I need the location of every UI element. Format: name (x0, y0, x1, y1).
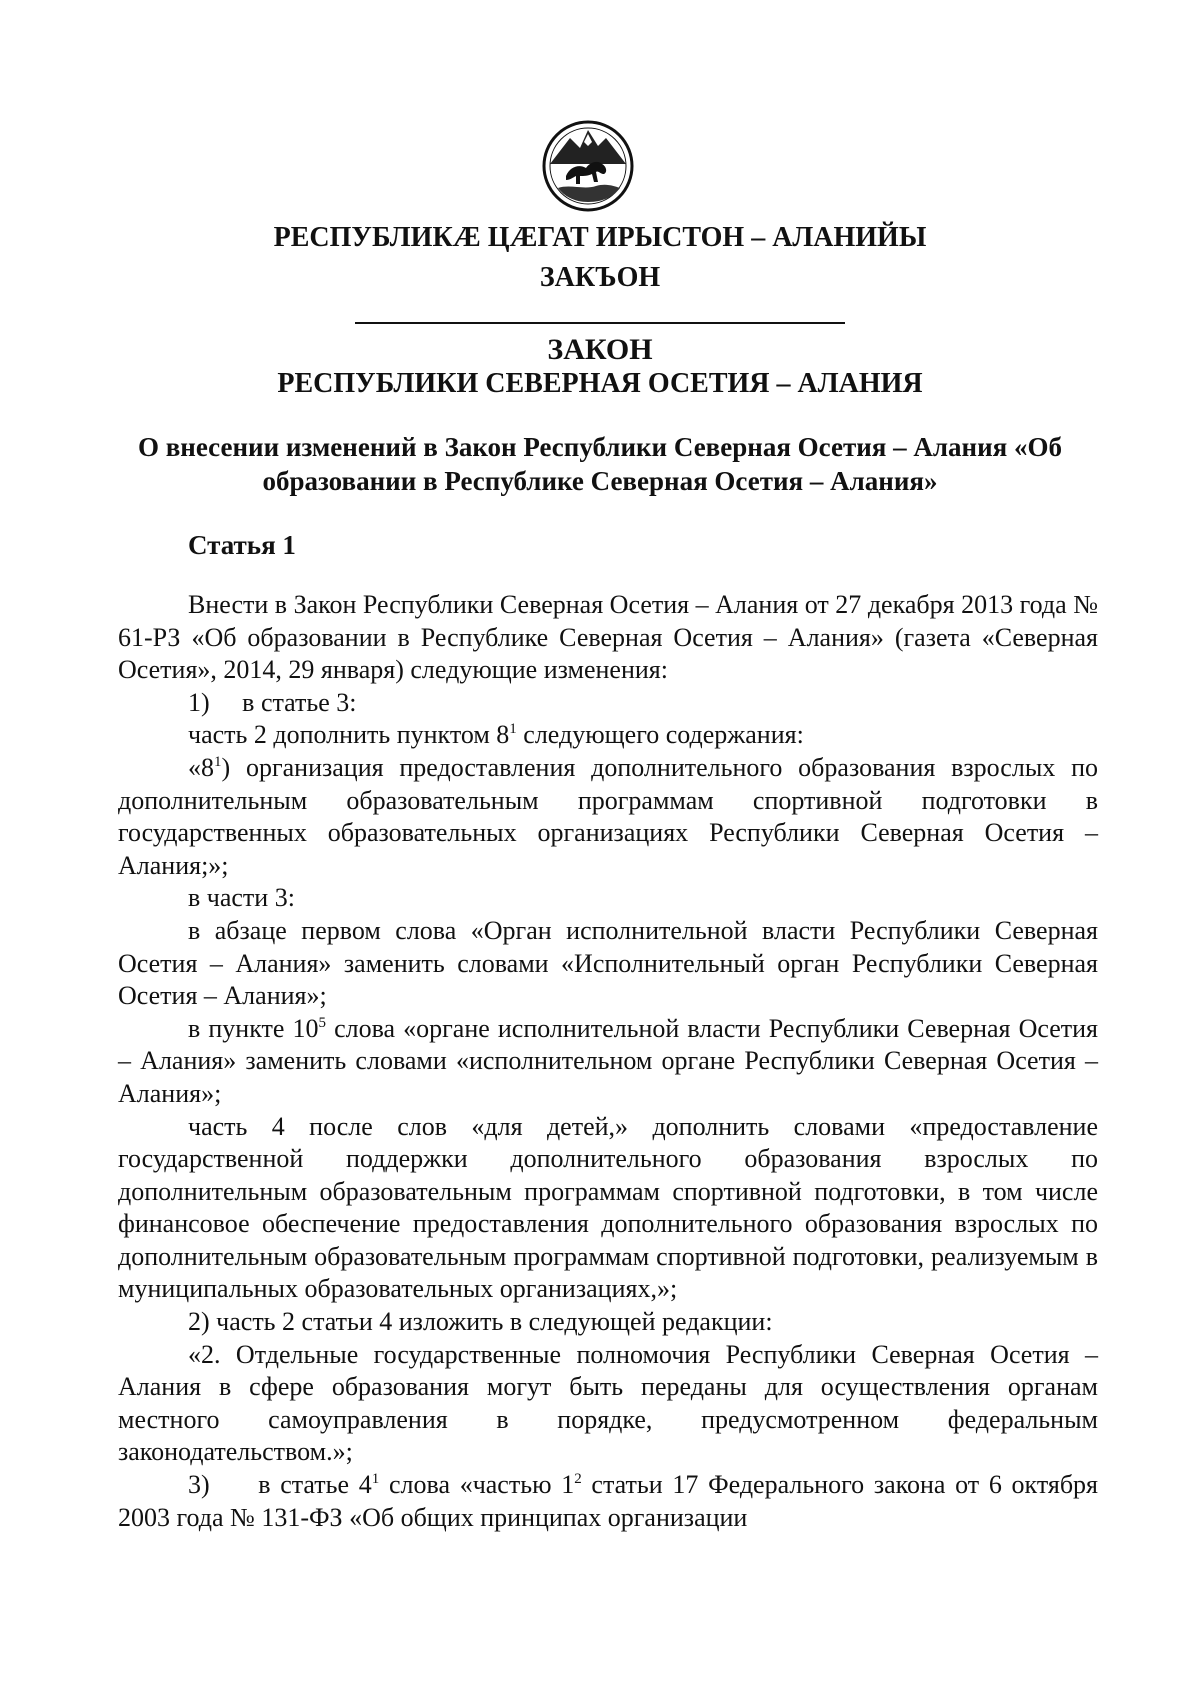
text-run: слова «органе исполнительной власти Республики Северная Осетия – Алания» заменить словами «исполнительном органе Республики Северная Осетия – Алания»; (118, 1013, 1099, 1108)
item-number: 1) (188, 687, 210, 717)
superscript: 1 (214, 753, 222, 770)
text-run: статьи 17 Федерального закона от 6 октября 2003 года № 131-ФЗ «Об общих принципах организации (118, 1470, 1099, 1532)
law-subject-line-1: О внесении изменений в Закон Республики Северная Осетия – Алания «Об (137, 432, 1063, 462)
coat-of-arms-emblem (540, 118, 636, 214)
paragraph-item-1 (118, 687, 1098, 720)
paragraph-item-2: 2) часть 2 статьи 4 изложить в следующей редакции: (188, 1307, 773, 1337)
text-run: слова «частью 1 (379, 1470, 575, 1500)
paragraph-abzac: в абзаце первом слова «Орган исполнительной власти Республики Северная Осетия – Алания» заменить словами «Исполнительный орган Республики Северная Осетия – Алания»; (118, 915, 1098, 1011)
superscript: 5 (318, 1014, 326, 1031)
ossetian-title: РЕСПУБЛИКÆ ЦÆГАТ ИРЫСТОН – АЛАНИЙЫ (273, 222, 927, 253)
superscript: 1 (371, 1471, 380, 1488)
text-run: следующего содержания: (516, 720, 804, 750)
article-title: Статья 1 (188, 530, 296, 560)
text-run: «8 (188, 752, 214, 782)
russian-title: РЕСПУБЛИКИ СЕВЕРНАЯ ОСЕТИЯ – АЛАНИЯ (277, 368, 923, 399)
russian-law-word: ЗАКОН (547, 333, 653, 366)
paragraph-part-2 (118, 719, 1098, 752)
text-run: часть 2 дополнить пунктом 8 (188, 720, 510, 750)
paragraph-quote-8-1 (118, 752, 1098, 882)
text-run: 3) в статье 4 (188, 1470, 372, 1500)
law-subject-line-2: образовании в Республике Северная Осетия – Алания» (262, 466, 938, 496)
item-text: в статье 3: (242, 687, 357, 717)
superscript: 2 (574, 1471, 582, 1488)
law-subject (0, 430, 1200, 498)
paragraph-item-3 (118, 1469, 1098, 1534)
ossetian-law-word: ЗАКЪОН (539, 262, 661, 293)
paragraph-intro: Внести в Закон Республики Северная Осетия – Алания от 27 декабря 2013 года № 61-РЗ «Об образовании в Республике Северная Осетия – Алания» (газета «Северная Осетия», 2014, 29 января) следующие изменения: (118, 590, 1098, 685)
article-body (118, 589, 1098, 1534)
text-run: ) организация предоставления дополнительного образования взрослых по дополнительным образовательным программам спортивной подготовки в государственных образовательных организациях Республики Северная Осетия – Алания;»; (118, 752, 1098, 880)
superscript: 1 (509, 721, 517, 738)
paragraph-part-3: в части 3: (188, 883, 295, 913)
divider-line (355, 322, 845, 324)
paragraph-part-4: часть 4 после слов «для детей,» дополнить словами «предоставление государственной поддержки дополнительного образования взрослых по дополнительным образовательным программам спортивной подготовки, в том числе финансовое обеспечение предоставления дополнительного образования взрослых по дополнительным образовательным программам спортивной подготовки, реализуемым в муниципальных образовательных организациях,»; (118, 1111, 1098, 1304)
text-run: в пункте 10 (188, 1013, 319, 1043)
paragraph-quote-2: «2. Отдельные государственные полномочия Республики Северная Осетия – Алания в сфере образования могут быть переданы для осуществления органам местного самоуправления в порядке, предусмотренном федеральным законодательством.»; (118, 1339, 1098, 1467)
paragraph-punkt-10-5 (118, 1013, 1098, 1111)
